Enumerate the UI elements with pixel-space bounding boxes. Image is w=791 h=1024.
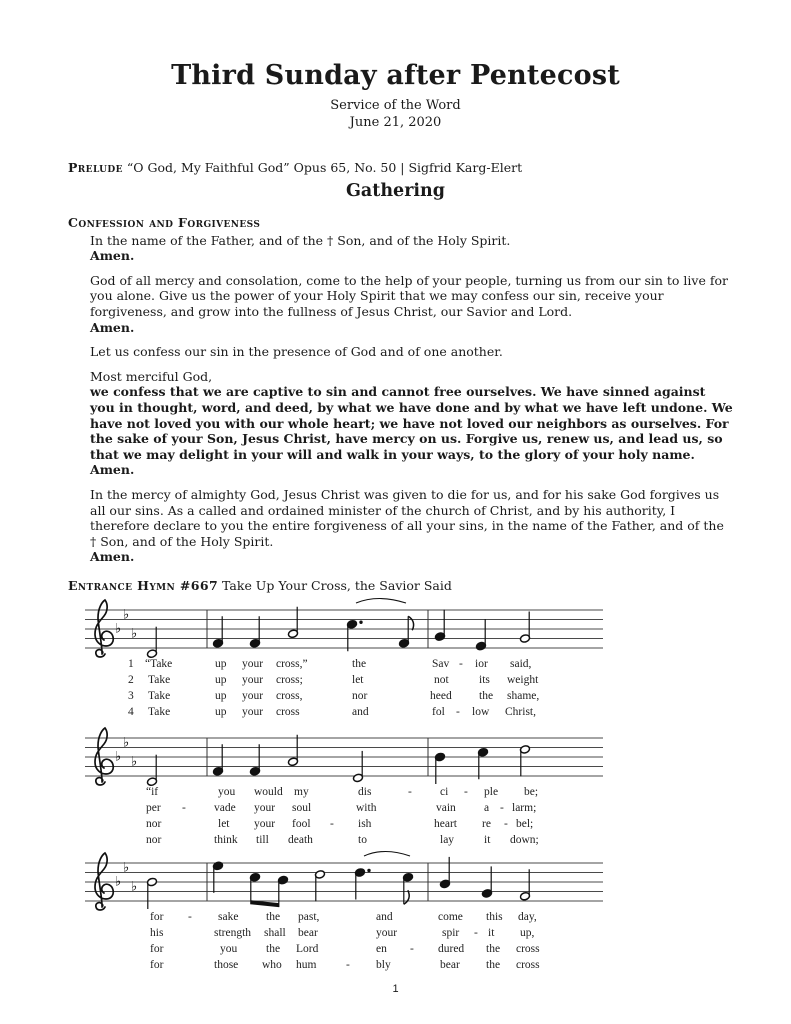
lyric-syllable: cross,” (276, 658, 308, 670)
lyric-syllable: its (479, 674, 490, 686)
lyric-syllable: up (215, 658, 227, 670)
lyric-syllable: your (254, 802, 276, 814)
lyric-lines (85, 722, 630, 850)
lyric-syllable: would (254, 786, 283, 798)
flat-icon: ♭ (131, 879, 138, 895)
lyric-syllable: to (358, 834, 367, 846)
lyric-syllable: - (410, 943, 414, 955)
lyric-syllable: for (150, 959, 164, 971)
lyric-syllable: your (242, 706, 264, 718)
hymn-notation-block (0, 594, 791, 984)
lyric-syllable: your (242, 690, 264, 702)
lyric-syllable: - (464, 786, 468, 798)
lyric-syllable: ior (475, 658, 488, 670)
lyric-syllable: - (504, 818, 508, 830)
liturgy-paragraph (90, 487, 733, 565)
congregation-response: Amen. (90, 549, 135, 565)
lyric-syllable: soul (292, 802, 312, 814)
lyric-syllable: - (182, 802, 186, 814)
lyric-syllable: spir (442, 927, 460, 939)
lyric-syllable: Lord (296, 943, 319, 955)
lyric-syllable: Sav (432, 658, 450, 670)
lyric-lines (85, 594, 630, 722)
liturgy-paragraph (90, 273, 733, 335)
lyric-syllable: come (438, 911, 463, 923)
congregation-response: Amen. (90, 248, 135, 264)
page-title: Third Sunday after Pentecost (171, 60, 620, 91)
liturgy-paragraph (90, 233, 733, 264)
lyric-syllable: who (262, 959, 282, 971)
lyric-syllable: hum (296, 959, 317, 971)
lyric-syllable: heart (434, 818, 457, 830)
lyric-syllable: his (150, 927, 164, 939)
lyric-syllable: - (346, 959, 350, 971)
flat-icon: ♭ (123, 860, 130, 876)
lyric-syllable: shall (264, 927, 286, 939)
lyric-syllable: nor (352, 690, 368, 702)
lyric-syllable: the (266, 911, 281, 923)
service-date: June 21, 2020 (349, 115, 442, 130)
lyric-syllable: dured (438, 943, 465, 955)
lyric-syllable: 3 (128, 690, 134, 702)
liturgy-paragraph (90, 369, 733, 478)
lyric-syllable: bel; (516, 818, 534, 830)
lyric-syllable: Christ, (505, 706, 536, 718)
confession-heading: Confession and Forgiveness (68, 215, 261, 230)
lyric-syllable: your (242, 674, 264, 686)
lyric-syllable: for (150, 911, 164, 923)
lyric-syllable: Take (148, 690, 171, 702)
lyric-syllable: ci (440, 786, 449, 798)
leader-text: God of all mercy and consolation, come to the help of your people, turning us from our sin to live for you alone. Give us the power of your Holy Spirit that we may confess our sin, receive your forgiveness, and grow into the fullness of Jesus Christ, our Savior and Lord. (90, 272, 728, 319)
lyric-syllable: your (242, 658, 264, 670)
lyric-syllable: low (472, 706, 490, 718)
lyric-syllable: let (352, 674, 364, 686)
lyric-syllable: up (215, 674, 227, 686)
lyric-syllable: - (474, 927, 478, 939)
lyric-syllable: day, (518, 911, 537, 923)
congregation-response: Amen. (90, 462, 135, 478)
lyric-syllable: a (484, 802, 490, 814)
leader-text: Most merciful God, (90, 368, 213, 384)
lyric-syllable: larm; (512, 802, 537, 814)
lyric-syllable: your (376, 927, 398, 939)
leader-text: Let us confess our sin in the presence of God and of one another. (90, 344, 503, 360)
lyric-syllable: re (482, 818, 491, 830)
lyric-syllable: lay (440, 834, 455, 846)
lyric-syllable: cross; (276, 674, 303, 686)
lyric-syllable: up, (520, 927, 535, 939)
lyric-syllable: the (486, 943, 501, 955)
lyric-syllable: up (215, 706, 227, 718)
lyric-syllable: cross, (276, 690, 303, 702)
lyric-syllable: fol (432, 706, 445, 718)
leader-text: In the name of the Father, and of the † Son, and of the Holy Spirit. (90, 232, 511, 248)
lyric-syllable: 2 (128, 674, 134, 686)
lyric-syllable: cross (516, 959, 540, 971)
flat-icon: ♭ (123, 607, 130, 623)
lyric-syllable: the (266, 943, 281, 955)
lyric-syllable: it (488, 927, 495, 939)
lyric-syllable: ish (358, 818, 372, 830)
entrance-hymn-line (68, 578, 731, 593)
lyric-syllable: fool (292, 818, 311, 830)
page-number: 1 (392, 983, 399, 995)
lyric-syllable: “Take (145, 658, 173, 670)
hymn-stave-2 (85, 722, 630, 850)
lyric-syllable: you (220, 943, 238, 955)
lyric-syllable: 4 (128, 706, 134, 718)
lyric-syllable: - (459, 658, 463, 670)
flat-icon: ♭ (115, 621, 122, 637)
flat-icon: ♭ (123, 735, 130, 751)
section-heading-gathering: Gathering (345, 181, 446, 201)
lyric-syllable: heed (430, 690, 452, 702)
lyric-syllable: death (288, 834, 313, 846)
lyric-syllable: the (486, 959, 501, 971)
flat-icon: ♭ (115, 749, 122, 765)
lyric-syllable: and (376, 911, 393, 923)
lyric-syllable: this (486, 911, 503, 923)
lyric-syllable: - (500, 802, 504, 814)
prelude-text: “O God, My Faithful God” Opus 65, No. 50 | Sigfrid Karg-Elert (126, 160, 523, 175)
flat-icon: ♭ (131, 626, 138, 642)
prelude-line (68, 160, 731, 175)
confession-section (68, 215, 733, 574)
lyric-syllable: Take (148, 674, 171, 686)
lyric-syllable: the (352, 658, 367, 670)
entrance-hymn-label: Entrance Hymn #667 (68, 578, 219, 593)
lyric-syllable: the (479, 690, 494, 702)
lyric-syllable: cross (276, 706, 300, 718)
lyric-syllable: past, (298, 911, 320, 923)
lyric-syllable: - (330, 818, 334, 830)
leader-text: In the mercy of almighty God, Jesus Christ was given to die for us, and for his sake God forgives us all our sins. As a called and ordained minister of the church of Christ, and by his authority, I therefore declare to you the entire forgiveness of all your sins, in the name of the Father, and of the † Son, and of the Holy Spirit. (90, 486, 724, 549)
congregation-response: Amen. (90, 319, 135, 335)
liturgy-paragraph (90, 344, 733, 360)
lyric-syllable: let (218, 818, 230, 830)
lyric-syllable: strength (214, 927, 252, 939)
lyric-syllable: shame, (507, 690, 540, 702)
lyric-syllable: those (214, 959, 239, 971)
lyric-syllable: down; (510, 834, 539, 846)
lyric-syllable: bear (298, 927, 318, 939)
lyric-syllable: nor (146, 818, 162, 830)
lyric-syllable: per (146, 802, 161, 814)
lyric-syllable: dis (358, 786, 372, 798)
lyric-syllable: be; (524, 786, 539, 798)
hymn-stave-3 (85, 847, 630, 975)
congregation-confession: we confess that we are captive to sin and cannot free ourselves. We have sinned against you in thought, word, and deed, by what we have done and by what we have left undone. We have not loved you with our whole heart; we have not loved our neighbors as ourselves. For the sake of your Son, Jesus Christ, have mercy on us. Forgive us, renew us, and lead us, so that we may delight in your will and walk in your ways, to the glory of your holy name. (90, 384, 733, 462)
lyric-syllable: your (254, 818, 276, 830)
lyric-lines (85, 847, 630, 975)
lyric-syllable: you (218, 786, 236, 798)
entrance-hymn-title: Take Up Your Cross, the Savior Said (222, 578, 452, 593)
lyric-syllable: bly (376, 959, 391, 971)
lyric-syllable: - (188, 911, 192, 923)
lyric-syllable: “if (146, 786, 159, 798)
prelude-label: Prelude (68, 160, 123, 175)
lyric-syllable: it (484, 834, 491, 846)
lyric-syllable: vain (436, 802, 456, 814)
flat-icon: ♭ (115, 874, 122, 890)
lyric-syllable: sake (218, 911, 239, 923)
lyric-syllable: Take (148, 706, 171, 718)
lyric-syllable: till (256, 834, 269, 846)
lyric-syllable: not (434, 674, 449, 686)
lyric-syllable: cross (516, 943, 540, 955)
lyric-syllable: - (456, 706, 460, 718)
lyric-syllable: ple (484, 786, 499, 798)
lyric-syllable: nor (146, 834, 162, 846)
lyric-syllable: en (376, 943, 387, 955)
lyric-syllable: for (150, 943, 164, 955)
lyric-syllable: said, (510, 658, 532, 670)
hymn-stave-1 (85, 594, 630, 722)
lyric-syllable: think (214, 834, 238, 846)
lyric-syllable: vade (214, 802, 236, 814)
lyric-syllable: my (294, 786, 309, 798)
lyric-syllable: bear (440, 959, 460, 971)
lyric-syllable: and (352, 706, 369, 718)
lyric-syllable: - (408, 786, 412, 798)
lyric-syllable: weight (507, 674, 539, 686)
flat-icon: ♭ (131, 754, 138, 770)
service-subtitle: Service of the Word (330, 98, 461, 113)
lyric-syllable: up (215, 690, 227, 702)
lyric-syllable: with (356, 802, 377, 814)
lyric-syllable: 1 (128, 658, 134, 670)
